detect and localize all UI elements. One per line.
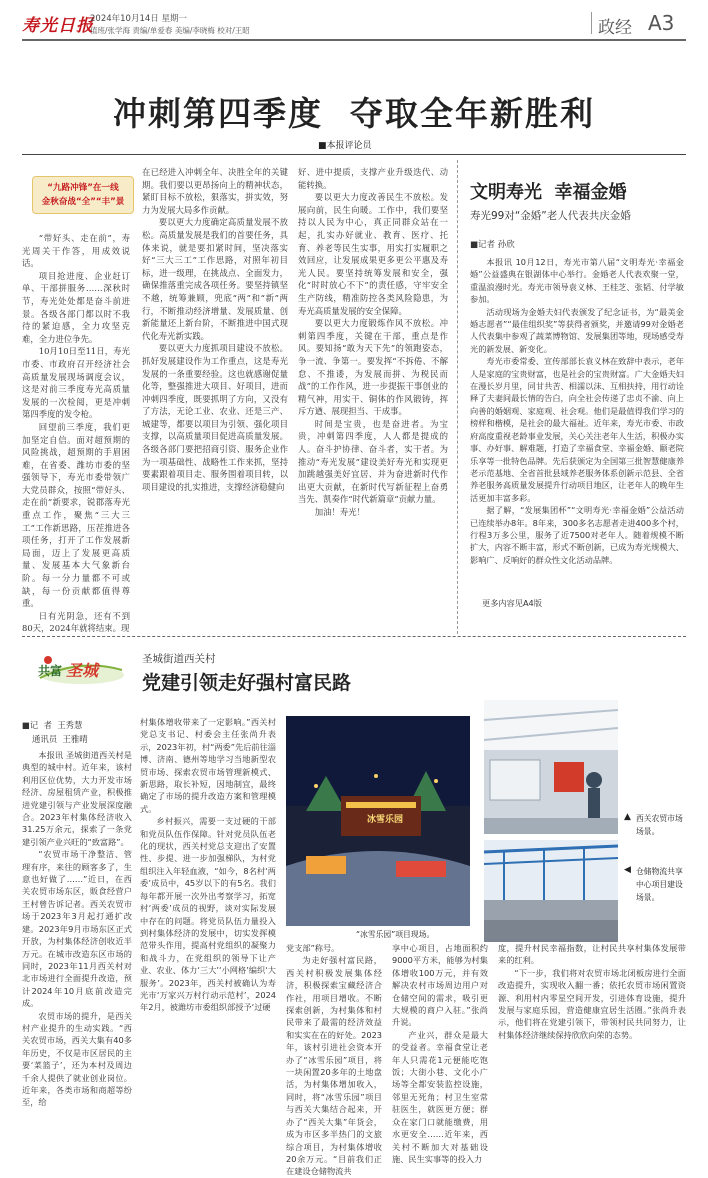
wedding-subtitle: 寿光99对“金婚”老人代表共庆金婚	[470, 210, 631, 222]
snow-park-caption: “冰雪乐园”项目现场。	[356, 930, 435, 939]
badge-text-shengcheng: 圣城	[66, 661, 99, 680]
editors-line: 值班/张学海 责编/单爱春 美编/李晓梅 校对/王昭	[90, 26, 250, 35]
market-photo	[484, 700, 618, 834]
village-column-4	[392, 942, 488, 1164]
headline-rule	[22, 154, 686, 155]
paragraph: 享中心项目，占地面积约9000平方米，能够为村集体增收100万元，并有效解决农村市场周边用户对仓储空间的需求，吸引更大规模的商户入驻。”张尚升说。	[392, 943, 488, 1028]
village-byline-reporter: ■记 者 王秀慧	[22, 720, 83, 730]
paragraph: 寿光市委常委、宣传部部长袁义林在致辞中表示，老年人是家庭的宝贵财富，也是社会的宝贵财富。广大金婚夫妇在漫长岁月里，同甘共苦、相濡以沫、互相扶持，用行动诠释了夫妻间最长情的告白，向全社会传递了忠贞不渝、向上向善的婚姻观、家庭观、社会观。他们是最值得我们学习的榜样和楷模，是社会的最大福祉。近年来，寿光市委、市政府高度重视老龄事业发展，关心关注老年人生活，积极办实事、办好事、解难题，打造了幸福食堂、幸福金婚、颐老院乐享等一批特色品牌。先后获颁定为全国第三批智慧健康养老示范基地、全省首批县域养老服务体系创新示范县、全省养老服务高质量发展提升行动项目地区，让老年人的晚年生活更加丰富多彩。	[470, 356, 684, 503]
badge-text-gongfu: 共富	[38, 664, 63, 678]
paragraph: 产业兴，群众是最大的受益者。幸福食堂让老年人只需花1元便能吃饱饭；大街小巷、文化小广场等全都安装监控设施，邻里无死角；村卫生室常驻医生，就医更方便；群众在家门口就能缴费，用水更安全……近年来，西关村不断加大对基础设施、民生实事等的投入力	[392, 1029, 488, 1164]
paragraph: “农贸市场干净整洁、管理有序，来往的顾客多了，生意也好做了……”近日，在西关农贸市场东区，販食经营户王村曾告诉记者。西关农贸市场于2023年3月起打通扩改建。2023年9月市场东区正式开放，为村集体经济创收近半万元。在城市改造东区市场的同时，2023年11月西关村对北市场进行全面提升改造，预计2024年10月底前改造完成。	[22, 849, 132, 1009]
paragraph: 农贸市场的提升，是西关村产业提升的生动实践。“西关农贸市场，西关大集有40多年历史，不仅是市区居民的主要‘菜篮子’，还为本村及周边千余人提供了就业创业岗位。近年来，各类市场和商超等纷至，给	[22, 1010, 132, 1108]
paragraph: 村集体增收带来了一定影响。”西关村党总支书记、村委会主任张尚升表示，2023年初，村“两委”先后前往淄博、济南、德州等地学习当地新型农贸市场、探索农贸市场管理新模式、新思路，取长补短，因地制宜，最终确定了市场的提升改造方案和管理模式。	[140, 717, 276, 814]
editorial-column-3	[298, 166, 448, 630]
editorial-badge-line2: 金秋奋战“全”“丰”景	[41, 197, 125, 207]
village-column-1	[22, 749, 132, 1147]
section-divider	[22, 636, 686, 637]
paragraph: 党支部”称号。	[286, 943, 340, 953]
paragraph: 时间是宝贵，也是奋进者。为宝贵，冲刺第四季度，人人都是提成的人。奋斗护协律、奋斗者，实干者。为推动“寿光发展”建设美好寿光和实现更加跳越强美好宜居、并为奋进新时代作出更大贡献，在新时代写新征程上奋勇当先、凯奏作“时代新篇章”贡献力量。	[298, 418, 448, 505]
paragraph: 项目抢进度、企业赶订单、干部拼服务……深秋时节，寿光处处都是奋斗前进景。各级各部门都以时不我待的紧迫感，全力攻坚克难，全力进位争先。	[22, 270, 130, 344]
paragraph: 要以更大力度锻炼作风不放松。冲刺第四季度，关键在干部，重点是作风。要知扬“敢为天下先”的领跑姿态，争一流、争第一。要发挥“不拆倦、不解怠、不推诿，为发展而拼、为税民而战”的工作作风，进一步提振干事创业的精气神，用实干、铜体的作风锻铸，挥斥方遒、展现担当、干成事。	[298, 318, 448, 417]
paragraph: 为走好强村富民路，西关村积极发展集体经济，积极探索宝藏经济合作社，用项目增收。不断探索创新，为村集体和村民带来了最需的经济效益和实实在在的好处。2023年，该村引进社会资本开办了“冰雪乐园”项目，将一块闲置20多年的土地盘活，为村集体增加收入，同时，将“冰雪乐园”项目与西关大集结合起来，开办了“西关大集”年货会，成为市区多半热门的文旅综合项目，为村集体增收20余万元。“目前我们正在建设仓储物流共	[286, 955, 382, 1177]
editorial-badge-line1: “九路冲锋”在一线	[47, 183, 119, 193]
column-divider	[457, 160, 458, 634]
paragraph: 乡村振兴，需要一支过硬的干部和党员队伍作保障。针对党员队伍老化的现状，西关村党总支迎出了安置性、步提、进一步加强梯队，为村党组织注入年轻血液，“如今，8名村‘两委’成员中，45岁以下的有5名。我们每年都开展一次外出考察学习，拓宽村‘两委’成员的视野，谈对实际发展中存在的问题。将党员队伍力量投入到村集体经济的发展中，切实发挥模范带头作用，提高村党组织的凝聚力和战斗力，在党组织的领导下让产业、农业、体力‘三大’‘小网格’编织‘大服务’。2023年，西关村被确认为寿光市‘万家兴万村行动示范村’，2024年2月，被潍坊市委组织部授予‘过硬	[140, 816, 276, 1013]
paragraph: 本报讯 10月12日，寿光市第八届“文明寿光·幸福金婚”公益盛典在银湖体中心举行。金婚老人代表欢聚一堂，重温浪漫时光。寿光市领导袁义林、王桂芝、张韬、付学敏参加。	[470, 257, 684, 305]
paragraph: 加油！寿光！	[314, 507, 366, 518]
paragraph: 据了解，“发展集团杯”“文明寿光·幸福金婚”公益活动已连续举办8年。8年来，300多名志愿者走进400多个村，行程3万多公里，服务了近7500对老年人。随着规模不断扩大，内容不断丰富，形式不断创新，已成为寿光规模大、影响广、反响好的群众性文化活动品牌。	[470, 505, 684, 565]
market-caption: 西关农贸市场场景。	[636, 814, 683, 836]
warehouse-caption-marker: ◀	[624, 865, 631, 875]
paragraph: 10月10日至11日，寿光市委、市政府召开经济社会高质量发展现场调度会议，这是对前三季度寿光高质量发展的一次检阅，更是冲刺第四季度的发令枪。	[22, 346, 130, 420]
paragraph: 要以更大力度确定高质量发展不放松。高质量发展是我们的首要任务，具体来说，就是要扣紧时间，坚决落实好“三大三工”工作思路，对照年初目标，进一级理，在挑战点、全面发力，确保推落重完成各项任务。要坚持镇坚不越，统筹兼顾，兜底“两”和“新”两行，不断推动经济增量、发展质量、创新能量还上新台阶，不断推进中国式现代化寿光新实践。	[142, 217, 288, 341]
paragraph: “下一步，我们将对农贸市场北闭板房进行全面改造提升，实现收入翻一番；依托农贸市场闲置资源、利用村内零星空间开发，引进体育设施，提升发展与家庭乐园，营造健康宜居生活圈。”张尚升表示，他们将在党建引领下，带领村民共同努力，让村集体经济继续保持欣欣向荣的态势。	[498, 967, 686, 1040]
page-number: A3	[648, 11, 675, 35]
village-title: 党建引领走好强村富民路	[142, 672, 352, 694]
paragraph: “带好头、走在前”，寿光周关干作答，用成效说话。	[22, 233, 130, 269]
market-caption-marker: ▲	[624, 812, 631, 822]
warehouse-caption: 仓储物流共享中心项目建设场景。	[636, 867, 683, 902]
masthead	[0, 0, 708, 40]
paragraph: 好、进中提质，支撑产业升级迭代、动能转换。	[298, 167, 448, 190]
paragraph: 度，提升村民幸福指数，让村民共享村集体发展带来的红利。	[498, 943, 686, 966]
paragraph: 要以更大力度抓项目建设不放松。抓好发展建设作为工作重点，这是寿光发展的一条重要经验。这也就感谢促量化等，整强推进大项目、好项目，进而冲刺四季度，既要抓明了方向，又没有了方法，无论工业、农业、还是三产、城建等，都要以项目为引领、强化项目支撑，以高质量项目促进高质量发展。各级各部门要把招商引资、服务企业作为一项基础性、战略性工作来抓，坚持要素跟着项目走、服务围着项目转，以项目建设的扎实推进，支撑经济稳健向	[142, 343, 288, 492]
wedding-title: 文明寿光 幸福金婚	[470, 182, 627, 203]
editorial-column-2	[142, 166, 288, 630]
paragraph: 在已经进入冲刺全年、决胜全年的关键期。我们要以更昂扬向上的精神状态，紧盯目标不放松，狠落实，拼实效，努力为发展大局多作贡献。	[142, 167, 288, 215]
masthead-divider	[591, 12, 592, 34]
editorial-column-1	[22, 232, 130, 634]
masthead-logo: 寿光日报	[22, 16, 94, 36]
village-column-3	[286, 942, 382, 1177]
headline-byline: ■本报评论员	[318, 141, 372, 151]
snow-park-photo	[286, 716, 470, 926]
warehouse-scene	[484, 840, 618, 942]
paragraph: 要以更大力度改善民生不放松。发展向前，民生向暖。工作中，我们要坚持以人民为中心，真正同群众站在一起，扎实办好就业、教育、医疗、托育、养老等民生实事，用实打实履职之效回应，让发展成果更多更公平惠及寿光人民。要坚持统筹发展和安全，强化“时时放心不下”的责任感，守牢安全生产防线，精准防控各类风险隐患，为寿光高质量发展的安全保障。	[298, 192, 448, 316]
paragraph: 本报讯 圣城街道西关村是典型的城中村。近年来，该村利用区位优势，大力开发市场经济、房屋租赁产业，积极推进党建引领与产业发展深度融合。2023年村集体经济收入31.25万余元，探索了一条党建引领产业兴旺的“致富路”。	[22, 750, 132, 847]
editorial-badge	[32, 176, 134, 214]
wedding-body	[470, 256, 684, 592]
village-column-2	[140, 716, 276, 1147]
gongfu-badge	[30, 648, 126, 688]
village-byline-correspondent: 通讯员 王雅晴	[32, 734, 88, 744]
main-headline: 冲刺第四季度 夺取全年新胜利	[113, 94, 595, 133]
paragraph: 回望前三季度，我们更加坚定自信。面对超预期的风险挑战，超预期的手眉困难，在省委、潍坊市委的坚强领导下，寿光市委带领广大党员群众，按照“带好头、走在前”新要求，锐郡落寿光重点工作，聚焦“三大三工”工作新思路，压茬推进各项任务，打开了工作发展新局面，迈上了发展更高质量、发展基本大气象新台阶。每一分力量都不可或缺，每一份贡献都值得尊重。	[22, 421, 130, 609]
market-scene	[484, 700, 618, 834]
paragraph: 日有光阴急，还有不到80天，2024年就将结束。现	[22, 610, 130, 634]
village-kicker: 圣城街道西关村	[142, 653, 216, 665]
issue-date: 2024年10月14日 星期一	[90, 14, 187, 24]
wedding-byline: ■记者 孙欣	[470, 240, 515, 250]
warehouse-photo	[484, 840, 618, 942]
section-name: 政经	[598, 18, 632, 38]
paragraph: 活动现场为金婚夫妇代表颁发了纪念证书，为“最美金婚志愿者”“最佳组织奖”等获得者颁奖，并邀请99对金婚老人代表集中参观了蔬菜博物馆、发展集团等地，现场感受寿光的新发展、新变化。	[470, 306, 684, 354]
wedding-more-link[interactable]: 更多内容见A4版	[482, 598, 542, 608]
masthead-rule	[22, 39, 686, 41]
snow-park-sign: 冰雪乐园	[366, 815, 403, 825]
village-column-5	[498, 942, 686, 1147]
